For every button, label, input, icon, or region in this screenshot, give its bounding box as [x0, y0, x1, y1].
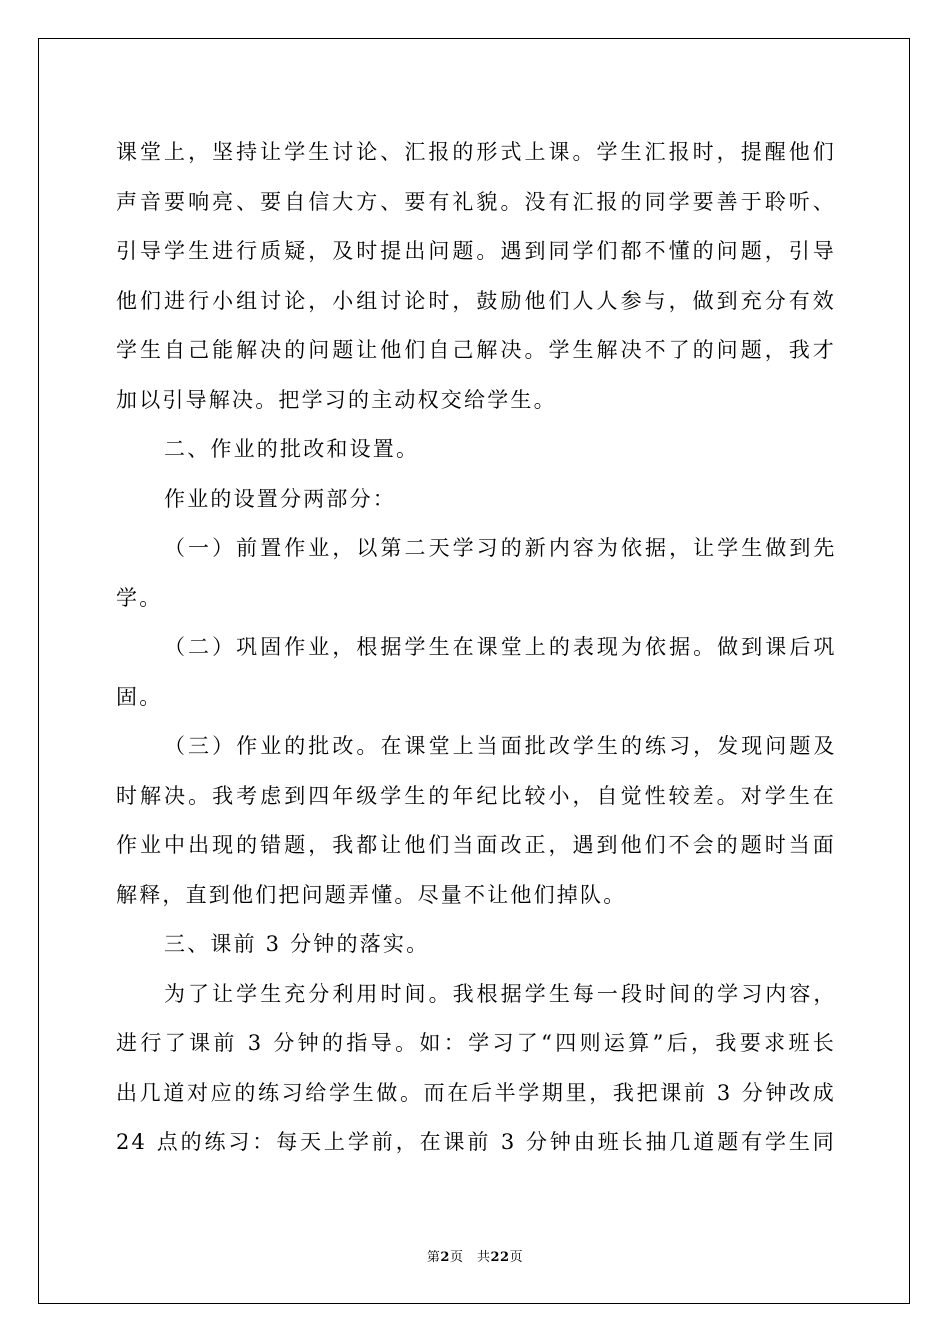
paragraph-line: 作业中出现的错题，我都让他们当面改正，遇到他们不会的题时当面 — [116, 833, 836, 857]
page-suffix: 页 — [509, 1250, 524, 1265]
page-prefix: 第 — [426, 1250, 441, 1265]
document-body — [116, 128, 836, 1168]
paragraph-line: 学生自己能解决的问题让他们自己解决。学生解决不了的问题，我才 — [116, 338, 836, 362]
paragraph-line: 为了让学生充分利用时间。我根据学生每一段时间的学习内容， — [164, 981, 836, 1006]
section-heading: 三、课前 3 分钟的落实。 — [164, 932, 430, 956]
paragraph-line: 加以引导解决。把学习的主动权交给学生。 — [116, 387, 557, 412]
paragraph-line: 声音要响亮、要自信大方、要有礼貌。没有汇报的同学要善于聆听、 — [116, 189, 836, 214]
page-total-number: 22 — [490, 1250, 510, 1265]
paragraph-line: 引导学生进行质疑，及时提出问题。遇到同学们都不懂的问题，引导 — [116, 239, 836, 263]
list-item-line: 固。 — [116, 684, 163, 709]
list-item-line: （一）前置作业，以第二天学习的新内容为依据，让学生做到先 — [164, 536, 836, 560]
paragraph-line: 进行了课前 3 分钟的指导。如：学习了“四则运算”后，我要求班长 — [116, 1031, 836, 1055]
paragraph-line: 时解决。我考虑到四年级学生的年纪比较小，自觉性较差。对学生在 — [116, 783, 836, 808]
page-footer — [0, 1246, 950, 1265]
paragraph-line: 作业的设置分两部分： — [164, 486, 396, 511]
paragraph-line: 课堂上，坚持让学生讨论、汇报的形式上课。学生汇报时，提醒他们 — [116, 140, 836, 164]
paragraph-line: 他们进行小组讨论，小组讨论时，鼓励他们人人参与，做到充分有效 — [116, 288, 836, 313]
list-item-line: （三）作业的批改。在课堂上当面批改学生的练习，发现问题及 — [164, 734, 836, 758]
page-mid: 页 共 — [449, 1250, 491, 1265]
list-item-line: 学。 — [116, 585, 163, 610]
paragraph-line: 出几道对应的练习给学生做。而在后半学期里，我把课前 3 分钟改成 — [116, 1080, 836, 1105]
paragraph-line: 解释，直到他们把问题弄懂。尽量不让他们掉队。 — [116, 882, 627, 907]
list-item-line: （二）巩固作业，根据学生在课堂上的表现为依据。做到课后巩 — [164, 635, 836, 659]
page-current-number: 2 — [440, 1250, 450, 1265]
section-heading: 二、作业的批改和设置。 — [164, 437, 420, 461]
paragraph-line: 24 点的练习：每天上学前，在课前 3 分钟由班长抽几道题有学生同 — [116, 1130, 836, 1154]
